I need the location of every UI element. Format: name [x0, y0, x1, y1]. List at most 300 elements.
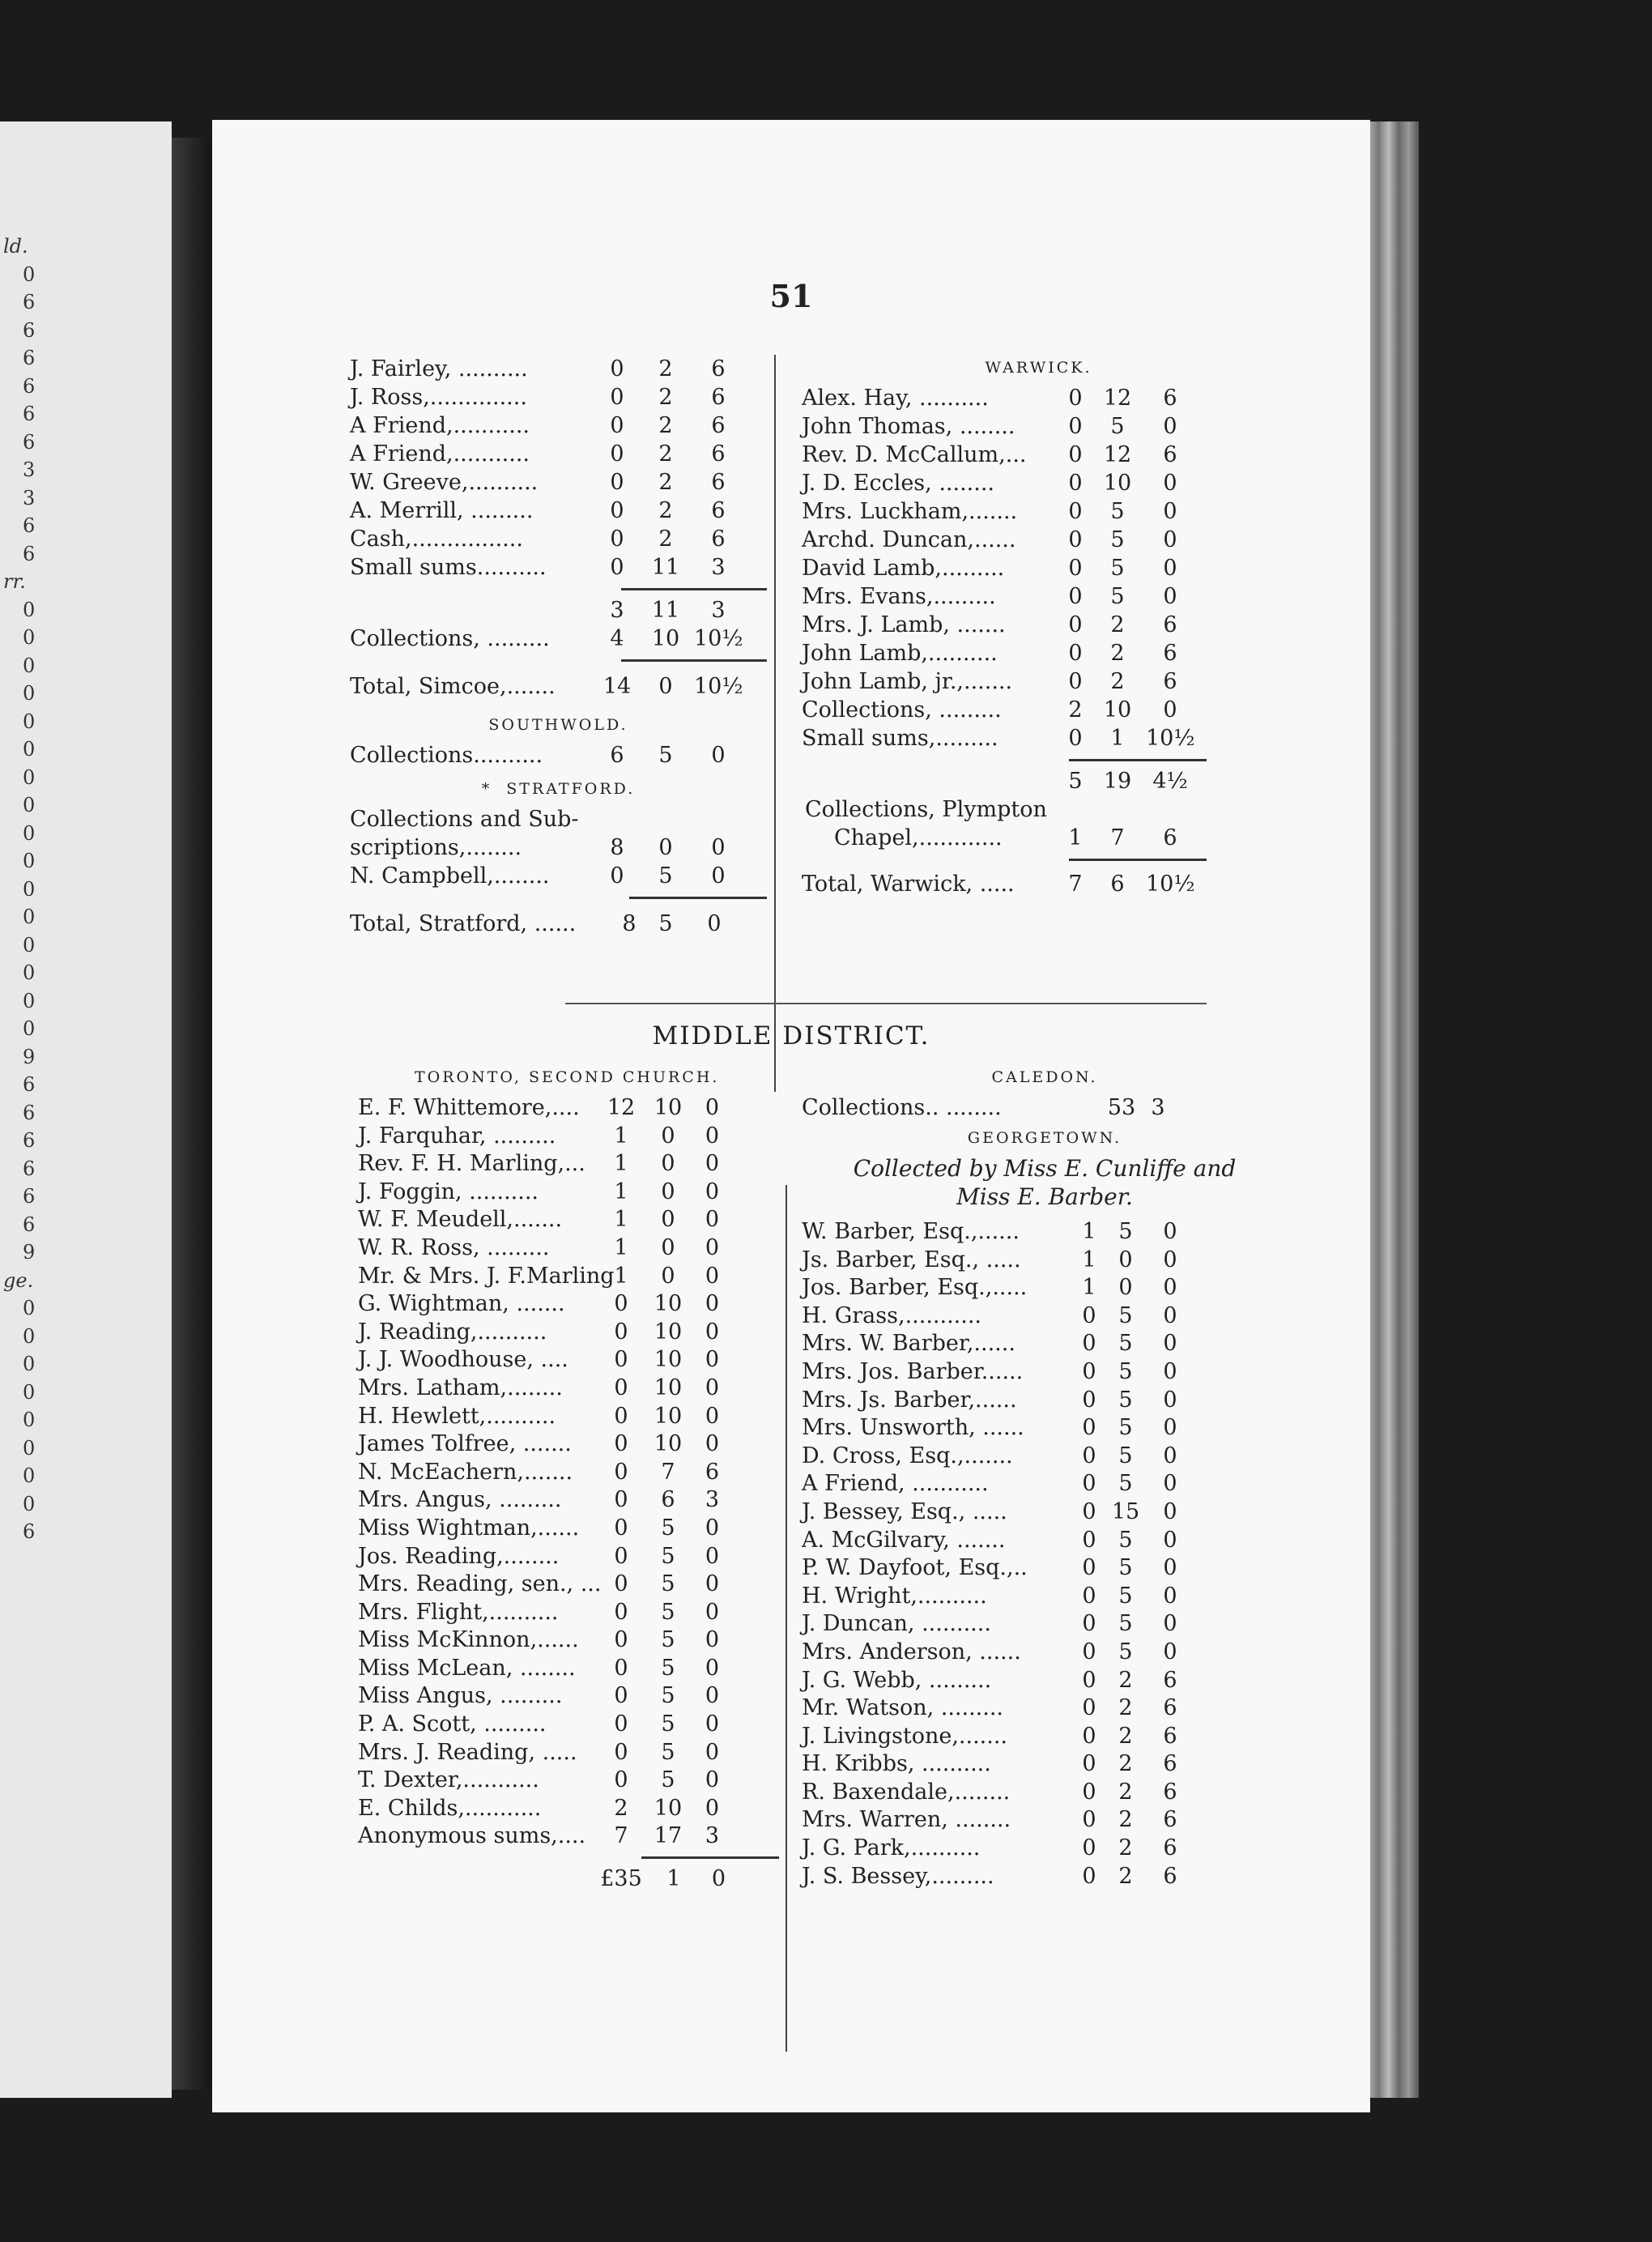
donor-name: J. Bessey, Esq., ..... — [802, 1498, 1007, 1524]
section-heading: TORONTO, SECOND CHURCH. — [415, 1068, 720, 1086]
amount: 6 — [711, 470, 726, 495]
donor-name: Collections, ......... — [802, 697, 1002, 722]
amount: 8 — [610, 835, 624, 860]
left-page-value: 0 — [23, 933, 36, 957]
amount: 1 — [614, 1123, 628, 1149]
amount: 2 — [1068, 697, 1083, 722]
amount: 0 — [705, 1347, 720, 1373]
amount: 2 — [658, 441, 673, 467]
amount: 0 — [614, 1375, 628, 1400]
ledger-row — [358, 1794, 777, 1822]
amount: 6 — [661, 1487, 675, 1513]
amount: 6 — [1163, 386, 1177, 411]
amount: 5 — [1118, 1443, 1133, 1468]
amount: 11 — [651, 598, 680, 623]
donor-name: N. Campbell,........ — [350, 863, 550, 889]
amount: 0 — [614, 1319, 628, 1345]
amount: 3 — [1151, 1095, 1165, 1120]
amount: 19 — [1103, 769, 1132, 794]
donor-name: J. Ross,.............. — [350, 385, 527, 410]
amount: 0 — [610, 555, 624, 580]
donor-name: Mrs. Warren, ........ — [802, 1807, 1011, 1833]
amount: 10 — [654, 1375, 683, 1400]
ledger-row — [802, 1246, 1288, 1274]
amount: 1 — [1082, 1219, 1096, 1244]
amount: 2 — [1118, 1695, 1133, 1721]
ledger-row — [358, 1402, 777, 1430]
ledger-row — [358, 1598, 777, 1626]
amount: 0 — [707, 911, 722, 936]
amount: 0 — [1082, 1555, 1096, 1581]
donor-name: Mrs. Evans,......... — [802, 584, 996, 609]
amount: 6 — [1163, 1863, 1177, 1889]
ledger-row — [802, 1805, 1288, 1834]
donor-name: Anonymous sums,.... — [358, 1823, 586, 1849]
ledger-row — [802, 1778, 1288, 1806]
left-page-value: ge. — [3, 1268, 34, 1292]
amount: 0 — [1082, 1807, 1096, 1833]
amount: 6 — [1163, 1667, 1177, 1693]
ledger-row — [350, 497, 767, 525]
ledger-row — [802, 1273, 1288, 1302]
amount: 1 — [666, 1866, 681, 1892]
rule-line — [641, 1856, 779, 1859]
amount: 0 — [1068, 442, 1083, 467]
amount: 0 — [705, 1739, 720, 1765]
donor-name: Archd. Duncan,...... — [802, 527, 1016, 552]
amount: 5 — [661, 1655, 675, 1681]
amount: 0 — [614, 1655, 628, 1681]
ledger-row — [358, 1430, 777, 1458]
amount: 0 — [614, 1347, 628, 1373]
amount: 0 — [705, 1571, 720, 1597]
amount: 2 — [658, 385, 673, 410]
amount: 5 — [661, 1515, 675, 1541]
donor-name: scriptions,........ — [350, 835, 522, 860]
donor-name: Mrs. W. Barber,...... — [802, 1331, 1015, 1357]
amount: 0 — [705, 1123, 720, 1149]
amount: 0 — [658, 674, 673, 699]
amount: 5 — [1118, 1639, 1133, 1664]
ledger-row — [350, 910, 767, 938]
amount: 0 — [1068, 612, 1083, 637]
donor-name: W. F. Meudell,....... — [358, 1207, 563, 1233]
ledger-row — [802, 469, 1275, 497]
ledger-row — [358, 1318, 777, 1346]
amount: 0 — [1163, 1247, 1177, 1272]
amount: £35 — [600, 1866, 642, 1892]
amount: 7 — [1068, 872, 1083, 897]
section-heading — [350, 773, 767, 805]
donor-name: R. Baxendale,........ — [802, 1779, 1011, 1805]
donor-name: James Tolfree, ....... — [358, 1431, 572, 1457]
left-page-value: 6 — [23, 542, 36, 565]
amount: 0 — [1163, 471, 1177, 496]
ledger-row — [802, 1217, 1288, 1246]
sum-rule — [358, 1850, 777, 1865]
page-edge — [1369, 121, 1419, 2098]
ledger-row — [802, 1302, 1288, 1330]
sum-rule — [350, 582, 767, 596]
amount: 6 — [1163, 612, 1177, 637]
ledger-row — [358, 1205, 777, 1234]
amount: 5 — [1110, 527, 1125, 552]
amount: 6 — [1163, 669, 1177, 694]
amount: 0 — [705, 1403, 720, 1429]
amount: 6 — [711, 498, 726, 523]
amount: 0 — [614, 1571, 628, 1597]
donor-name: Mr. & Mrs. J. F.Marling — [358, 1263, 615, 1289]
amount: 3 — [705, 1487, 720, 1513]
amount: 10½ — [1146, 872, 1195, 897]
amount: 2 — [1110, 612, 1125, 637]
amount: 6 — [1163, 1779, 1177, 1805]
donor-name: John Thomas, ........ — [802, 414, 1015, 439]
amount: 0 — [1163, 1443, 1177, 1468]
donor-name: Jos. Reading,........ — [358, 1543, 560, 1569]
amount: 5 — [661, 1711, 675, 1737]
ledger-row — [802, 582, 1275, 611]
left-page-value: 0 — [23, 1409, 36, 1431]
ledger-row — [802, 824, 1275, 852]
ledger-row — [802, 1834, 1288, 1862]
amount: 0 — [1068, 641, 1083, 666]
donor-name: Collections.. ........ — [802, 1095, 1002, 1120]
sum-rule — [802, 752, 1275, 767]
district-title: MIDDLE DISTRICT. — [652, 1021, 930, 1051]
left-page-value: 6 — [23, 1185, 36, 1208]
left-page-value: 0 — [23, 626, 36, 649]
collected-by: Miss E. Barber. — [956, 1183, 1133, 1210]
amount: 0 — [705, 1627, 720, 1653]
ledger-row — [358, 1822, 777, 1850]
amount: 6 — [1163, 1835, 1177, 1861]
amount: 3 — [610, 598, 624, 623]
amount: 2 — [1118, 1807, 1133, 1833]
amount: 0 — [705, 1599, 720, 1625]
amount: 5 — [661, 1739, 675, 1765]
amount: 0 — [614, 1515, 628, 1541]
amount: 12 — [607, 1095, 636, 1120]
section-rule — [565, 1003, 1207, 1004]
donor-name: W. R. Ross, ......... — [358, 1234, 550, 1260]
amount: 17 — [654, 1823, 683, 1849]
amount: 2 — [1118, 1779, 1133, 1805]
donor-name: H. Kribbs, .......... — [802, 1751, 991, 1777]
amount: 5 — [1118, 1471, 1133, 1497]
stratford-mark: * — [481, 780, 492, 798]
amount: 0 — [705, 1767, 720, 1793]
amount: 0 — [661, 1263, 675, 1289]
ledger-row — [350, 411, 767, 440]
stratford-heading: STRATFORD. — [506, 780, 636, 798]
ledger-row — [358, 1289, 777, 1318]
amount: 1 — [1082, 1247, 1096, 1272]
amount: 6 — [711, 526, 726, 552]
amount: 0 — [1163, 584, 1177, 609]
book-gutter — [172, 138, 212, 2090]
amount: 0 — [1082, 1583, 1096, 1609]
ledger-row — [350, 833, 767, 862]
donor-name: A. McGilvary, ....... — [802, 1527, 1006, 1553]
amount: 5 — [661, 1767, 675, 1793]
ledger-row — [358, 1093, 777, 1122]
ledger-row — [358, 1865, 777, 1893]
amount: 10 — [654, 1319, 683, 1345]
ledger-row — [350, 525, 767, 553]
ledger-row — [350, 468, 767, 497]
amount: 2 — [1118, 1835, 1133, 1861]
amount: 0 — [705, 1655, 720, 1681]
amount: 7 — [1110, 825, 1125, 850]
amount: 0 — [705, 1263, 720, 1289]
stratford-desc: Collections and Sub- — [350, 807, 579, 832]
left-page-value: 0 — [23, 821, 36, 845]
amount: 0 — [705, 1431, 720, 1457]
amount: 0 — [1163, 1471, 1177, 1497]
left-page-value: 6 — [23, 1157, 36, 1180]
left-page-value: 0 — [23, 710, 36, 733]
ledger-row — [802, 1694, 1288, 1722]
left-page-value: 6 — [23, 514, 36, 537]
donor-name: Mrs. Reading, sen., ... — [358, 1571, 602, 1597]
amount: 10 — [654, 1291, 683, 1317]
left-page-value: 9 — [23, 1045, 36, 1068]
ledger-row — [358, 1570, 777, 1598]
amount: 0 — [614, 1599, 628, 1625]
amount: 1 — [614, 1179, 628, 1204]
rule-line — [1069, 759, 1207, 761]
left-page-value: 6 — [23, 1073, 36, 1096]
amount: 5 — [661, 1599, 675, 1625]
donor-name: Miss McLean, ........ — [358, 1655, 576, 1681]
amount: 6 — [705, 1459, 720, 1485]
ledger-row — [802, 667, 1275, 696]
amount: 5 — [661, 1627, 675, 1653]
ledger-row — [802, 1413, 1288, 1442]
amount: 5 — [661, 1683, 675, 1709]
amount: 1 — [614, 1234, 628, 1260]
ledger-row — [358, 1262, 777, 1290]
amount: 2 — [1118, 1667, 1133, 1693]
amount: 10 — [1103, 471, 1132, 496]
amount: 0 — [1163, 1415, 1177, 1441]
amount: 6 — [610, 743, 624, 768]
donor-name: Small sums,......... — [802, 726, 998, 751]
amount: 14 — [602, 674, 632, 699]
ledger-row — [802, 611, 1275, 639]
amount: 0 — [1163, 1527, 1177, 1553]
rule-line — [621, 588, 767, 590]
ledger-row — [802, 1442, 1288, 1470]
donor-name: G. Wightman, ....... — [358, 1291, 565, 1317]
donor-name: Alex. Hay, .......... — [802, 386, 989, 411]
ledger-row — [802, 1386, 1288, 1414]
amount: 0 — [705, 1515, 720, 1541]
amount: 2 — [1110, 669, 1125, 694]
amount: 0 — [711, 743, 726, 768]
amount: 5 — [1118, 1219, 1133, 1244]
left-page-value: 0 — [23, 989, 36, 1012]
donor-name: John Lamb, jr.,....... — [802, 669, 1013, 694]
amount: 0 — [658, 835, 673, 860]
ledger-row — [350, 741, 767, 769]
donor-name: P. A. Scott, ......... — [358, 1711, 547, 1737]
left-page-value: 6 — [23, 430, 36, 454]
amount: 6 — [1163, 1695, 1177, 1721]
collected-by: Collected by Miss E. Cunliffe and — [853, 1155, 1237, 1182]
donor-name: Mrs. Unsworth, ...... — [802, 1415, 1024, 1441]
donor-name: John Lamb,.......... — [802, 641, 998, 666]
amount: 2 — [1110, 641, 1125, 666]
donor-name: Mrs. Flight,.......... — [358, 1599, 559, 1625]
ledger-row — [358, 1458, 777, 1486]
amount: 10 — [654, 1431, 683, 1457]
donor-name: J. Fairley, .......... — [350, 356, 528, 381]
amount: 0 — [1163, 1611, 1177, 1637]
amount: 6 — [711, 441, 726, 467]
amount: 0 — [1163, 527, 1177, 552]
amount: 0 — [705, 1683, 720, 1709]
donor-name: Miss Wightman,...... — [358, 1515, 580, 1541]
donor-name: Mrs. J. Lamb, ....... — [802, 612, 1006, 637]
amount: 3 — [705, 1823, 720, 1849]
toronto-list — [358, 1061, 777, 1893]
amount: 0 — [711, 835, 726, 860]
donor-name: J. G. Webb, ......... — [802, 1667, 992, 1693]
left-page-value: 0 — [23, 1436, 36, 1460]
amount: 0 — [610, 441, 624, 467]
left-page-value: 6 — [23, 403, 36, 425]
donor-name: J. D. Eccles, ........ — [802, 471, 994, 496]
donor-name: H. Hewlett,.......... — [358, 1403, 556, 1429]
amount: 0 — [705, 1711, 720, 1737]
donor-name: Rev. D. McCallum,... — [802, 442, 1027, 467]
donor-name: J. Farquhar, ......... — [358, 1123, 556, 1149]
column-divider — [786, 1185, 787, 2052]
amount: 0 — [1082, 1443, 1096, 1468]
donor-name: Mrs. Luckham,....... — [802, 499, 1018, 524]
amount: 0 — [1082, 1358, 1096, 1384]
amount: 3 — [711, 555, 726, 580]
left-page-value: 0 — [23, 262, 36, 286]
donor-name: J. Foggin, .......... — [358, 1179, 539, 1204]
ledger-row — [350, 596, 767, 624]
plympton-line: Collections, Plympton — [805, 797, 1047, 822]
ledger-row — [802, 1609, 1288, 1638]
amount: 0 — [1163, 1555, 1177, 1581]
ledger-row — [358, 1149, 777, 1178]
amount: 5 — [658, 863, 673, 889]
amount: 0 — [1082, 1611, 1096, 1637]
left-page-fragment — [0, 121, 172, 2098]
left-page-value: 0 — [23, 682, 36, 705]
donor-name: N. McEachern,....... — [358, 1459, 573, 1485]
ledger-row — [802, 696, 1275, 724]
donor-name: Mrs. Anderson, ...... — [802, 1639, 1021, 1664]
amount: 0 — [1082, 1835, 1096, 1861]
amount: 0 — [705, 1234, 720, 1260]
left-page-value: 0 — [23, 1297, 36, 1319]
amount: 0 — [1163, 1583, 1177, 1609]
donor-name: J. G. Park,.......... — [802, 1835, 981, 1861]
amount: 0 — [705, 1375, 720, 1400]
donor-name: W. Greeve,.......... — [350, 470, 539, 495]
amount: 0 — [705, 1095, 720, 1120]
amount: 0 — [1163, 1639, 1177, 1664]
left-page-value: 0 — [23, 850, 36, 872]
amount: 0 — [1068, 499, 1083, 524]
amount: 0 — [661, 1179, 675, 1204]
left-page-value: 0 — [23, 1380, 36, 1404]
ledger-row — [358, 1626, 777, 1654]
donor-name: Total, Stratford, ...... — [350, 911, 577, 936]
amount: 0 — [1163, 499, 1177, 524]
amount: 2 — [658, 526, 673, 552]
amount: 2 — [614, 1795, 628, 1821]
amount: 5 — [1110, 414, 1125, 439]
amount: 0 — [1082, 1331, 1096, 1357]
amount: 5 — [1110, 556, 1125, 581]
ledger-row — [802, 554, 1275, 582]
amount: 1 — [1110, 726, 1125, 751]
ledger-row — [802, 526, 1275, 554]
amount: 10 — [654, 1095, 683, 1120]
ledger-row — [358, 1234, 777, 1262]
ledger-row — [358, 1542, 777, 1571]
amount: 5 — [1118, 1302, 1133, 1328]
donor-name: E. Childs,........... — [358, 1795, 542, 1821]
amount: 0 — [1163, 1331, 1177, 1357]
amount: 2 — [658, 413, 673, 438]
amount: 53 — [1107, 1095, 1136, 1120]
section-heading: WARWICK. — [985, 359, 1092, 377]
ledger-row — [802, 1750, 1288, 1778]
amount: 10½ — [1146, 726, 1195, 751]
amount: 0 — [1163, 1498, 1177, 1524]
ledger-row — [358, 1122, 777, 1150]
ledger-row — [350, 355, 767, 383]
ledger-row — [802, 1666, 1288, 1694]
ledger-row — [358, 1654, 777, 1682]
ledger-row — [802, 1329, 1288, 1358]
donor-name: Small sums.......... — [350, 555, 547, 580]
rule-line — [621, 659, 767, 662]
ledger-row — [802, 1582, 1288, 1610]
amount: 0 — [1082, 1302, 1096, 1328]
amount: 0 — [1082, 1527, 1096, 1553]
amount: 6 — [711, 413, 726, 438]
amount: 0 — [1163, 1358, 1177, 1384]
donor-name: A. Merrill, ......... — [350, 498, 534, 523]
left-page-value: 0 — [23, 765, 36, 789]
amount: 0 — [1082, 1387, 1096, 1413]
left-page-value: 0 — [23, 654, 36, 677]
amount: 2 — [1118, 1751, 1133, 1777]
rule-line — [1069, 859, 1207, 861]
donor-name: P. W. Dayfoot, Esq.,.. — [802, 1555, 1028, 1581]
amount: 5 — [1118, 1358, 1133, 1384]
sum-rule — [350, 890, 767, 905]
amount: 5 — [1118, 1583, 1133, 1609]
amount: 0 — [1163, 556, 1177, 581]
ledger-row — [358, 1178, 777, 1206]
amount: 2 — [1118, 1723, 1133, 1749]
amount: 0 — [610, 526, 624, 552]
donor-name: Collections.......... — [350, 743, 543, 768]
ledger-row — [358, 1374, 777, 1402]
amount: 0 — [661, 1151, 675, 1177]
